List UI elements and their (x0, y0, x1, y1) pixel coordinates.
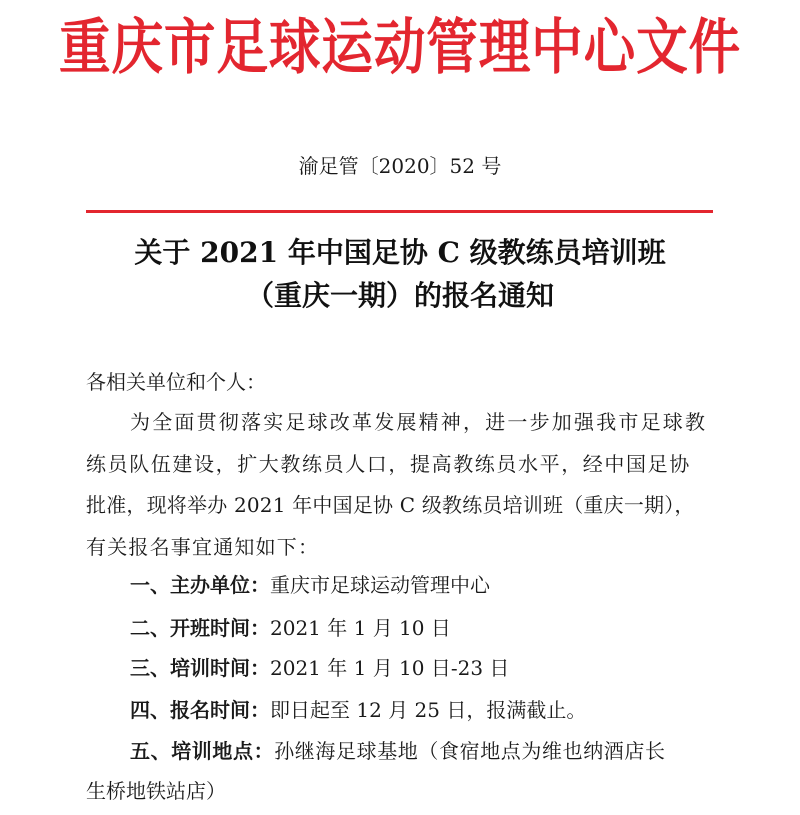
document-number: 渝足管〔2020〕52 号 (298, 154, 502, 178)
notice-title-line-1: 关于 2021 年中国足协 C 级教练员培训班 (134, 236, 666, 269)
paragraph-line: 练员队伍建设，扩大教练员人口，提高教练员水平，经中国足协 (86, 452, 691, 476)
item-value: 2021 年 1 月 10 日 (270, 616, 451, 640)
item-label: 三、培训时间： (130, 656, 270, 680)
item-label: 四、报名时间： (130, 698, 270, 722)
list-item-registration-period (130, 695, 586, 725)
item-value: 孙继海足球基地（食宿地点为维也纳酒店长 (274, 739, 666, 763)
list-item-organizer (130, 570, 490, 600)
salutation: 各相关单位和个人： (86, 370, 266, 394)
item-value: 即日起至 12 月 25 日，报满截止。 (270, 698, 587, 722)
item-value: 2021 年 1 月 10 日-23 日 (270, 656, 510, 680)
item-value: 重庆市足球运动管理中心 (270, 573, 490, 597)
paragraph-line: 为全面贯彻落实足球改革发展精神，进一步加强我市足球教 (130, 410, 708, 434)
paragraph-line: 有关报名事宜通知如下： (86, 535, 320, 559)
paragraph-line: 批准，现将举办 2021 年中国足协 C 级教练员培训班（重庆一期）， (86, 493, 695, 517)
notice-title-line-2: （重庆一期）的报名通知 (245, 279, 554, 312)
list-item-training-period (130, 653, 509, 683)
list-item-location (130, 736, 666, 766)
list-item-location-continuation: 生桥地铁站店） (86, 779, 226, 803)
item-label: 五、培训地点： (130, 739, 275, 763)
item-label: 一、主办单位： (130, 573, 270, 597)
masthead-title: 重庆市足球运动管理中心文件 (59, 13, 741, 83)
list-item-start-date (130, 613, 451, 643)
red-divider-line (86, 210, 713, 213)
item-label: 二、开班时间： (130, 616, 270, 640)
